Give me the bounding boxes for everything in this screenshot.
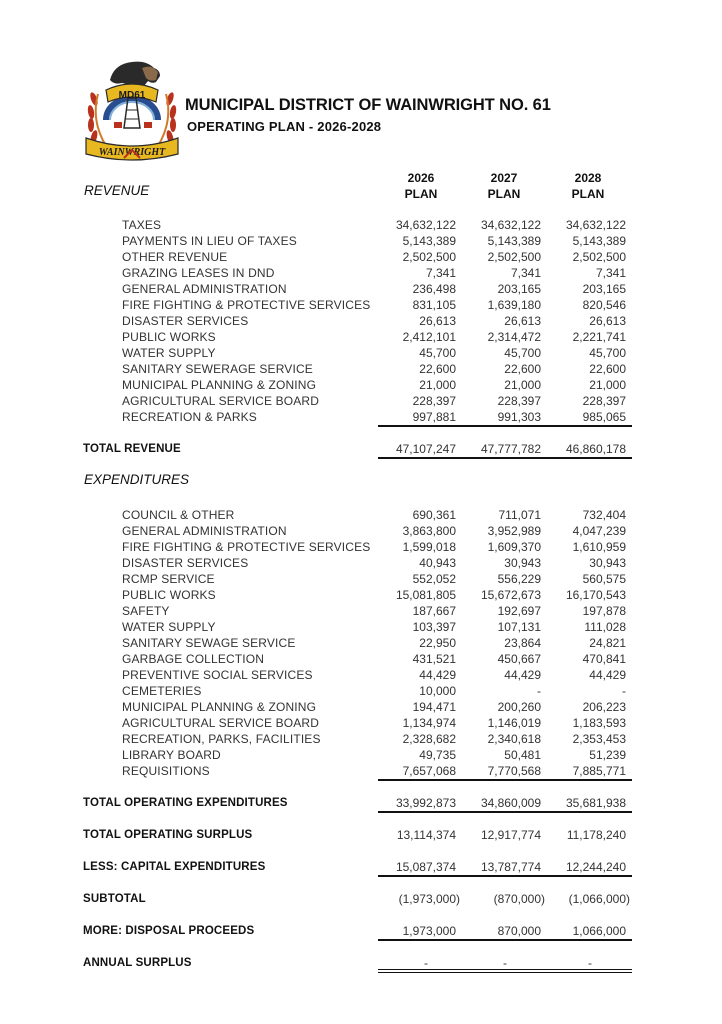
value-2028: 1,610,959 <box>572 540 626 554</box>
value-2028: 35,681,938 <box>565 796 626 810</box>
value-2027: 44,429 <box>504 668 541 682</box>
value-2028: 4,047,239 <box>572 524 626 538</box>
value-2027: 2,340,618 <box>487 732 541 746</box>
crest-icon <box>80 54 184 166</box>
value-2026: 49,735 <box>419 748 456 762</box>
value-2027: 228,397 <box>497 394 541 408</box>
revenue-row <box>0 233 722 249</box>
revenue-row <box>0 265 722 281</box>
value-2027: 7,770,568 <box>487 764 541 778</box>
value-2028: 46,860,178 <box>565 442 626 456</box>
value-2028: 7,885,771 <box>572 764 626 778</box>
value-2028: 2,353,453 <box>572 732 626 746</box>
value-2026: 5,143,389 <box>402 234 456 248</box>
value-2026: 22,600 <box>419 362 456 376</box>
value-2027: 21,000 <box>504 378 541 392</box>
value-2026: 3,863,800 <box>402 524 456 538</box>
value-2028: 985,065 <box>582 410 626 424</box>
value-2026: (1,973,000) <box>398 892 460 906</box>
row-label: DISASTER SERVICES <box>122 556 249 570</box>
subtotal-rule <box>378 779 632 781</box>
row-label: TAXES <box>122 218 162 232</box>
expenditure-row <box>0 507 722 523</box>
value-2027: 556,229 <box>497 572 541 586</box>
total-rule <box>378 457 632 459</box>
value-2026: 47,107,247 <box>395 442 456 456</box>
value-2028: 560,575 <box>582 572 626 586</box>
revenue-row <box>0 217 722 233</box>
row-label: RCMP SERVICE <box>122 572 215 586</box>
revenue-heading: REVENUE <box>84 183 150 198</box>
total-revenue-row <box>0 441 722 457</box>
value-2026: 2,328,682 <box>402 732 456 746</box>
value-2026: 15,081,805 <box>395 588 456 602</box>
row-label: MUNICIPAL PLANNING & ZONING <box>122 378 317 392</box>
revenue-row <box>0 313 722 329</box>
value-2027: 192,697 <box>497 604 541 618</box>
total-rule <box>378 939 632 941</box>
value-2026: 228,397 <box>412 394 456 408</box>
value-2028: 206,223 <box>582 700 626 714</box>
value-2027: 47,777,782 <box>480 442 541 456</box>
document-title: MUNICIPAL DISTRICT OF WAINWRIGHT NO. 61 <box>185 96 551 114</box>
row-label: LESS: CAPITAL EXPENDITURES <box>83 861 266 873</box>
revenue-row <box>0 249 722 265</box>
row-label: TOTAL OPERATING EXPENDITURES <box>83 797 288 809</box>
value-2026: 831,105 <box>412 298 456 312</box>
value-2028: 12,244,240 <box>565 860 626 874</box>
value-2027: 34,860,009 <box>480 796 541 810</box>
total-operating-surplus-row <box>0 827 722 843</box>
value-2027: 45,700 <box>504 346 541 360</box>
row-label: GRAZING LEASES IN DND <box>122 266 275 280</box>
column-label: PLAN <box>571 187 605 201</box>
row-label: PUBLIC WORKS <box>122 588 216 602</box>
row-label: TOTAL REVENUE <box>83 443 181 455</box>
value-2027: 15,672,673 <box>480 588 541 602</box>
value-2026: 45,700 <box>419 346 456 360</box>
row-label: OTHER REVENUE <box>122 250 228 264</box>
revenue-row <box>0 377 722 393</box>
row-label: REQUISITIONS <box>122 764 210 778</box>
total-rule <box>378 811 632 813</box>
value-2026: 44,429 <box>419 668 456 682</box>
row-label: GENERAL ADMINISTRATION <box>122 524 287 538</box>
value-2026: 1,973,000 <box>402 924 456 938</box>
row-label: GENERAL ADMINISTRATION <box>122 282 287 296</box>
expenditure-row <box>0 683 722 699</box>
value-2028: 5,143,389 <box>572 234 626 248</box>
column-year: 2026 <box>407 171 435 185</box>
value-2027: 1,146,019 <box>487 716 541 730</box>
value-2027: 7,341 <box>510 266 541 280</box>
value-2027: 450,667 <box>497 652 541 666</box>
expenditure-row <box>0 715 722 731</box>
value-2026: 10,000 <box>419 684 456 698</box>
value-2027: 991,303 <box>497 410 541 424</box>
row-label: SUBTOTAL <box>83 893 146 905</box>
row-label: DISASTER SERVICES <box>122 314 249 328</box>
row-label: LIBRARY BOARD <box>122 748 221 762</box>
row-label: RECREATION, PARKS, FACILITIES <box>122 732 321 746</box>
row-label: TOTAL OPERATING SURPLUS <box>83 829 253 841</box>
revenue-row <box>0 281 722 297</box>
value-2028: 2,221,741 <box>572 330 626 344</box>
total-rule <box>378 875 632 877</box>
value-2027: - <box>503 956 507 970</box>
value-2027: 22,600 <box>504 362 541 376</box>
value-2028: (1,066,000) <box>568 892 630 906</box>
expenditure-row <box>0 571 722 587</box>
revenue-row <box>0 345 722 361</box>
row-label: FIRE FIGHTING & PROTECTIVE SERVICES <box>122 540 371 554</box>
value-2028: 34,632,122 <box>565 218 626 232</box>
value-2026: 194,471 <box>412 700 456 714</box>
value-2026: 690,361 <box>412 508 456 522</box>
value-2028: 111,028 <box>584 620 626 634</box>
value-2026: 7,657,068 <box>402 764 456 778</box>
value-2028: 51,239 <box>589 748 626 762</box>
value-2028: 2,502,500 <box>572 250 626 264</box>
value-2026: 26,613 <box>419 314 456 328</box>
row-label: GARBAGE COLLECTION <box>122 652 265 666</box>
value-2027: 203,165 <box>497 282 541 296</box>
column-header-2028 <box>558 170 618 202</box>
expenditure-row <box>0 523 722 539</box>
value-2027: 13,787,774 <box>480 860 541 874</box>
expenditure-row <box>0 555 722 571</box>
expenditure-row <box>0 667 722 683</box>
value-2027: 870,000 <box>497 924 541 938</box>
value-2026: - <box>424 956 428 970</box>
revenue-row <box>0 409 722 425</box>
value-2028: 22,600 <box>589 362 626 376</box>
value-2027: 200,260 <box>497 700 541 714</box>
value-2028: 44,429 <box>589 668 626 682</box>
value-2028: 7,341 <box>595 266 626 280</box>
row-label: CEMETERIES <box>122 684 202 698</box>
value-2026: 40,943 <box>419 556 456 570</box>
capital-expenditures-row <box>0 859 722 875</box>
expenditure-row <box>0 635 722 651</box>
expenditure-row <box>0 619 722 635</box>
row-label: SANITARY SEWAGE SERVICE <box>122 636 296 650</box>
value-2027: 2,502,500 <box>487 250 541 264</box>
value-2026: 997,881 <box>412 410 456 424</box>
column-year: 2027 <box>490 171 518 185</box>
document-subtitle: OPERATING PLAN - 2026-2028 <box>187 119 382 134</box>
column-label: PLAN <box>404 187 438 201</box>
revenue-row <box>0 297 722 313</box>
value-2026: 552,052 <box>412 572 456 586</box>
value-2027: 107,131 <box>497 620 541 634</box>
value-2028: 1,066,000 <box>572 924 626 938</box>
expenditure-row <box>0 603 722 619</box>
value-2028: 11,178,240 <box>566 828 626 842</box>
row-label: FIRE FIGHTING & PROTECTIVE SERVICES <box>122 298 371 312</box>
svg-text:WAINWRIGHT: WAINWRIGHT <box>98 147 166 158</box>
value-2028: 26,613 <box>589 314 626 328</box>
value-2026: 2,502,500 <box>402 250 456 264</box>
value-2026: 33,992,873 <box>395 796 456 810</box>
value-2027: 3,952,989 <box>487 524 541 538</box>
revenue-row <box>0 329 722 345</box>
value-2027: 30,943 <box>504 556 541 570</box>
column-label: PLAN <box>487 187 521 201</box>
row-label: WATER SUPPLY <box>122 620 216 634</box>
expenditure-row <box>0 539 722 555</box>
value-2026: 1,599,018 <box>402 540 456 554</box>
expenditure-row <box>0 763 722 779</box>
value-2028: 197,878 <box>582 604 626 618</box>
value-2027: 26,613 <box>504 314 541 328</box>
value-2026: 22,950 <box>419 636 456 650</box>
value-2028: 732,404 <box>582 508 626 522</box>
row-label: ANNUAL SURPLUS <box>83 957 192 969</box>
row-label: RECREATION & PARKS <box>122 410 257 424</box>
row-label: SAFETY <box>122 604 170 618</box>
row-label: SANITARY SEWERAGE SERVICE <box>122 362 313 376</box>
value-2026: 34,632,122 <box>395 218 456 232</box>
value-2028: 228,397 <box>582 394 626 408</box>
row-label: MORE: DISPOSAL PROCEEDS <box>83 925 255 937</box>
revenue-row <box>0 361 722 377</box>
value-2026: 236,498 <box>412 282 456 296</box>
value-2028: 24,821 <box>589 636 626 650</box>
value-2028: - <box>622 684 626 698</box>
md61-crest-logo <box>80 54 184 166</box>
disposal-proceeds-row <box>0 923 722 939</box>
value-2027: 12,917,774 <box>480 828 541 842</box>
total-operating-expenditures-row <box>0 795 722 811</box>
expenditure-row <box>0 731 722 747</box>
expenditure-row <box>0 651 722 667</box>
row-label: COUNCIL & OTHER <box>122 508 235 522</box>
subtotal-rule <box>378 425 632 427</box>
row-label: AGRICULTURAL SERVICE BOARD <box>122 716 320 730</box>
value-2026: 431,521 <box>412 652 456 666</box>
expenditure-row <box>0 699 722 715</box>
column-header-2026 <box>391 170 451 202</box>
value-2027: 2,314,472 <box>487 330 541 344</box>
value-2027: 23,864 <box>504 636 541 650</box>
value-2028: 1,183,593 <box>572 716 626 730</box>
value-2026: 15,087,374 <box>395 860 456 874</box>
row-label: WATER SUPPLY <box>122 346 216 360</box>
row-label: PAYMENTS IN LIEU OF TAXES <box>122 234 297 248</box>
revenue-row <box>0 393 722 409</box>
row-label: AGRICULTURAL SERVICE BOARD <box>122 394 320 408</box>
value-2026: 13,114,374 <box>396 828 456 842</box>
row-label: PREVENTIVE SOCIAL SERVICES <box>122 668 313 682</box>
value-2027: (870,000) <box>493 892 545 906</box>
value-2026: 187,667 <box>412 604 456 618</box>
value-2028: 45,700 <box>589 346 626 360</box>
value-2028: 203,165 <box>582 282 626 296</box>
value-2026: 103,397 <box>412 620 456 634</box>
value-2028: - <box>588 956 592 970</box>
value-2027: 5,143,389 <box>487 234 541 248</box>
value-2028: 820,546 <box>582 298 626 312</box>
value-2027: 34,632,122 <box>480 218 541 232</box>
column-year: 2028 <box>574 171 602 185</box>
value-2027: 1,609,370 <box>487 540 541 554</box>
row-label: MUNICIPAL PLANNING & ZONING <box>122 700 317 714</box>
value-2028: 30,943 <box>589 556 626 570</box>
expenditures-heading: EXPENDITURES <box>84 472 190 487</box>
value-2028: 21,000 <box>589 378 626 392</box>
value-2026: 7,341 <box>425 266 456 280</box>
column-header-2027 <box>474 170 534 202</box>
value-2026: 2,412,101 <box>402 330 456 344</box>
double-total-rule <box>378 969 632 973</box>
expenditure-row <box>0 747 722 763</box>
value-2026: 1,134,974 <box>402 716 456 730</box>
value-2028: 16,170,543 <box>565 588 626 602</box>
value-2027: 1,639,180 <box>487 298 541 312</box>
row-label: PUBLIC WORKS <box>122 330 216 344</box>
value-2026: 21,000 <box>419 378 456 392</box>
value-2028: 470,841 <box>582 652 626 666</box>
value-2027: 711,071 <box>498 508 541 522</box>
value-2027: - <box>537 684 541 698</box>
value-2027: 50,481 <box>504 748 541 762</box>
expenditure-row <box>0 587 722 603</box>
subtotal-row <box>0 891 722 907</box>
svg-text:MD61: MD61 <box>118 90 146 101</box>
